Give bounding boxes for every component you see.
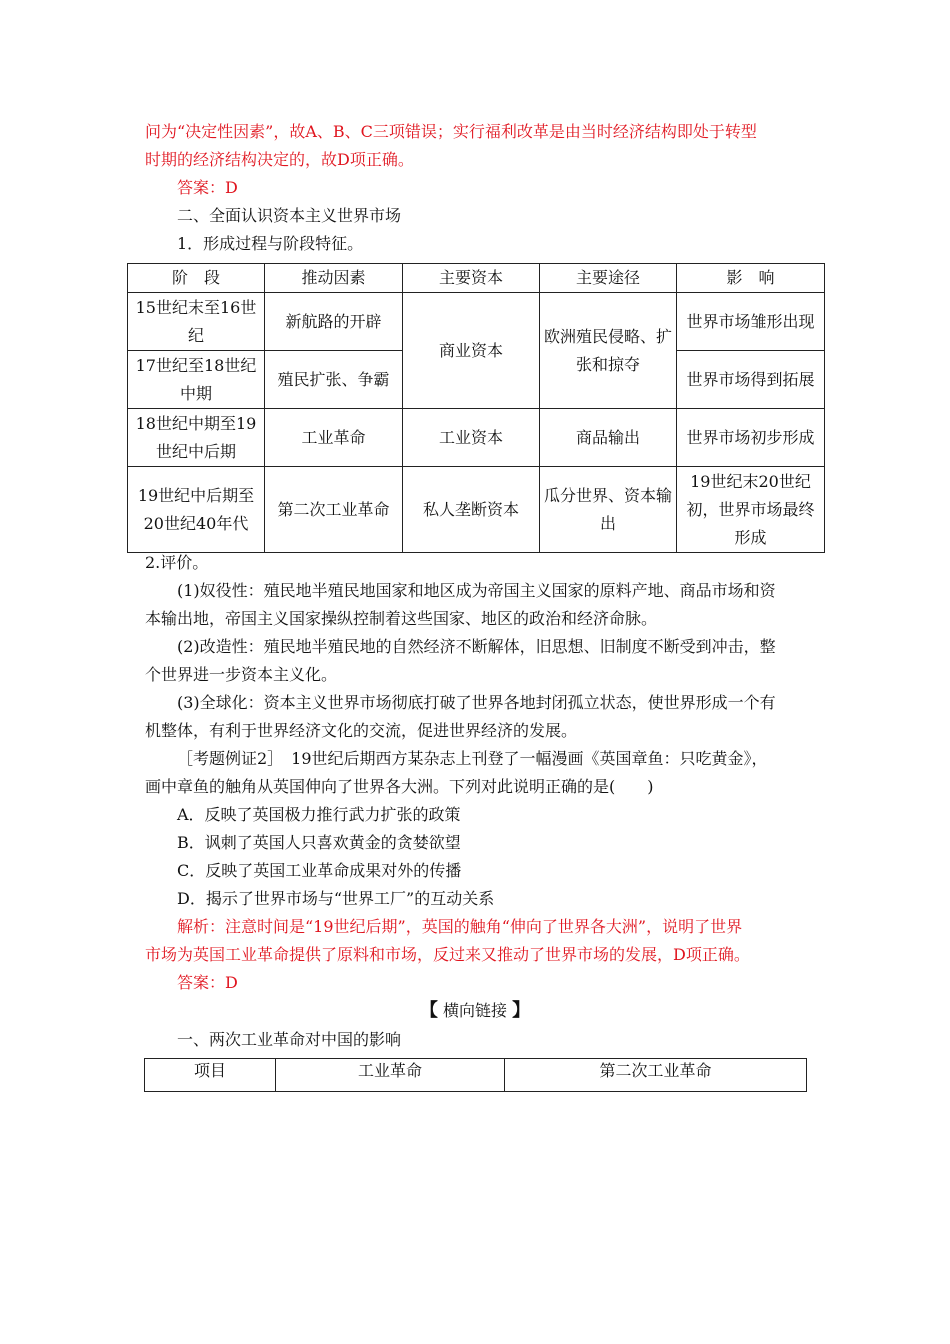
header-cell: 项目: [145, 1059, 276, 1092]
stage-cell: 17世纪至18世纪中期: [128, 351, 265, 409]
table-header-row: [145, 1059, 807, 1092]
eval2-line-b: 个世界进一步资本主义化。: [145, 665, 338, 684]
eval3-line-a: (3)全球化：资本主义世界市场彻底打破了世界各地封闭孤立状态，使世界形成一个有: [177, 693, 776, 712]
stage-cell: 18世纪中期至19世纪中后期: [128, 409, 265, 467]
stage-cell: 15世纪末至16世纪: [128, 293, 265, 351]
intro-line-2: 时期的经济结构决定的，故D项正确。: [145, 150, 414, 169]
capital-cell: 私人垄断资本: [403, 467, 540, 553]
bracket-left: 【: [419, 1000, 438, 1021]
header-cell: 主要资本: [403, 264, 540, 293]
capital-cell: 工业资本: [403, 409, 540, 467]
eval3-line-b: 机整体，有利于世界经济文化的交流，促进世界经济的发展。: [145, 721, 578, 740]
impact-cell: 世界市场雏形出现: [677, 293, 825, 351]
table-row: [128, 467, 825, 553]
header-cell: 影 响: [677, 264, 825, 293]
option-a: A．反映了英国极力推行武力扩张的政策: [177, 805, 461, 824]
analysis-line-1: 解析：注意时间是“19世纪后期”，英国的触角“伸向了世界各大洲”，说明了世界: [177, 917, 743, 936]
table-row: [128, 409, 825, 467]
driver-cell: 工业革命: [265, 409, 403, 467]
table-row: [128, 293, 825, 351]
bracket-right: 】: [512, 1000, 531, 1021]
driver-cell: 新航路的开辟: [265, 293, 403, 351]
option-c: C．反映了英国工业革命成果对外的传播: [177, 861, 462, 880]
section2-heading: 二、全面认识资本主义世界市场: [177, 206, 402, 225]
header-cell: 工业革命: [276, 1059, 505, 1092]
impact-cell: 世界市场初步形成: [677, 409, 825, 467]
link-title-text: 横向链接: [442, 1001, 507, 1020]
link-heading: 一、两次工业革命对中国的影响: [177, 1030, 402, 1049]
merged-route-cell: 欧洲殖民侵略、扩张和掠夺: [540, 293, 677, 409]
stage-cell: 19世纪中后期至20世纪40年代: [128, 467, 265, 553]
driver-cell: 殖民扩张、争霸: [265, 351, 403, 409]
industrial-revolution-table: [144, 1058, 807, 1092]
section2-sub2: 2.评价。: [145, 553, 209, 572]
header-cell: 推动因素: [265, 264, 403, 293]
header-cell: 主要途径: [540, 264, 677, 293]
table-header-row: [128, 264, 825, 293]
link-section-title: [0, 997, 950, 1025]
analysis-line-2: 市场为英国工业革命提供了原料和市场，反过来又推动了世界市场的发展，D项正确。: [145, 945, 750, 964]
driver-cell: 第二次工业革命: [265, 467, 403, 553]
impact-cell: 19世纪末20世纪初，世界市场最终形成: [677, 467, 825, 553]
market-stage-table: [127, 263, 825, 553]
example-answer: 答案：D: [177, 973, 238, 992]
header-cell: 第二次工业革命: [505, 1059, 807, 1092]
example-question-line-2: 画中章鱼的触角从英国伸向了世界各大洲。下列对此说明正确的是( ): [145, 777, 654, 796]
merged-capital-cell: 商业资本: [403, 293, 540, 409]
option-d: D．揭示了世界市场与“世界工厂”的互动关系: [177, 889, 495, 908]
route-cell: 商品输出: [540, 409, 677, 467]
section2-sub1: 1．形成过程与阶段特征。: [177, 234, 364, 253]
option-b: B．讽刺了英国人只喜欢黄金的贪婪欲望: [177, 833, 461, 852]
impact-cell: 世界市场得到拓展: [677, 351, 825, 409]
example-question-line-1: ［考题例证2］ 19世纪后期西方某杂志上刊登了一幅漫画《英国章鱼：只吃黄金》，: [177, 749, 768, 768]
header-cell: 阶 段: [128, 264, 265, 293]
eval1-line-b: 本输出地，帝国主义国家操纵控制着这些国家、地区的政治和经济命脉。: [145, 609, 658, 628]
intro-line-1: 问为“决定性因素”，故A、B、C三项错误；实行福利改革是由当时经济结构即处于转型: [145, 122, 757, 141]
intro-answer: 答案：D: [177, 178, 238, 197]
eval1-line-a: (1)奴役性：殖民地半殖民地国家和地区成为帝国主义国家的原料产地、商品市场和资: [177, 581, 776, 600]
eval2-line-a: (2)改造性：殖民地半殖民地的自然经济不断解体，旧思想、旧制度不断受到冲击，整: [177, 637, 776, 656]
route-cell: 瓜分世界、资本输出: [540, 467, 677, 553]
